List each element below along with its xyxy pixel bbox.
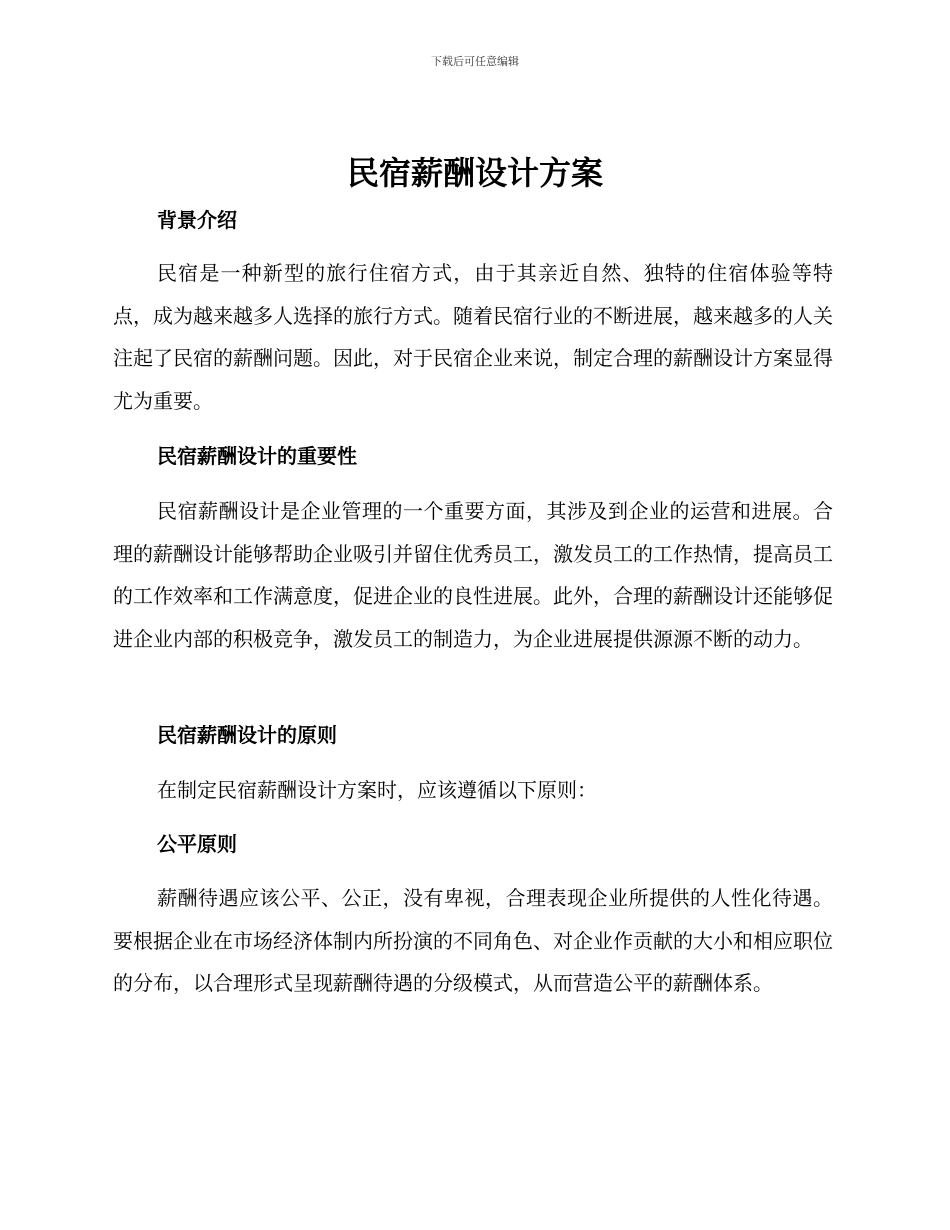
header-note: 下载后可任意编辑 [431, 55, 519, 68]
section-paragraph-background: 民宿是一种新型的旅行住宿方式，由于其亲近自然、独特的住宿体验等特点，成为越来越多人选择的旅行方式。随着民宿行业的不断进展，越来越多的人关注起了民宿的薪酬问题。因此，对于民宿企业来说，制定合理的薪酬设计方案显得尤为重要。 [113, 261, 833, 413]
section-heading-fairness: 公平原则 [157, 832, 237, 856]
section-paragraph-fairness: 薪酬待遇应该公平、公正，没有卑视，合理表现企业所提供的人性化待遇。要根据企业在市场经济体制内所扮演的不同角色、对企业作贡献的大小和相应职位的分布，以合理形式呈现薪酬待遇的分级模式，从而营造公平的薪酬体系。 [113, 886, 833, 995]
section-paragraph-importance: 民宿薪酬设计是企业管理的一个重要方面，其涉及到企业的运营和进展。合理的薪酬设计能够帮助企业吸引并留住优秀员工，激发员工的工作热情，提高员工的工作效率和工作满意度，促进企业的良性进展。此外，合理的薪酬设计还能够促进企业内部的积极竞争，激发员工的制造力，为企业进展提供源源不断的动力。 [113, 499, 833, 651]
section-heading-background: 背景介绍 [157, 208, 237, 232]
document-title: 民宿薪酬设计方案 [346, 154, 603, 192]
section-paragraph-principles: 在制定民宿薪酬设计方案时，应该遵循以下原则： [157, 778, 597, 802]
section-heading-importance: 民宿薪酬设计的重要性 [157, 444, 357, 468]
section-heading-principles: 民宿薪酬设计的原则 [157, 723, 337, 747]
